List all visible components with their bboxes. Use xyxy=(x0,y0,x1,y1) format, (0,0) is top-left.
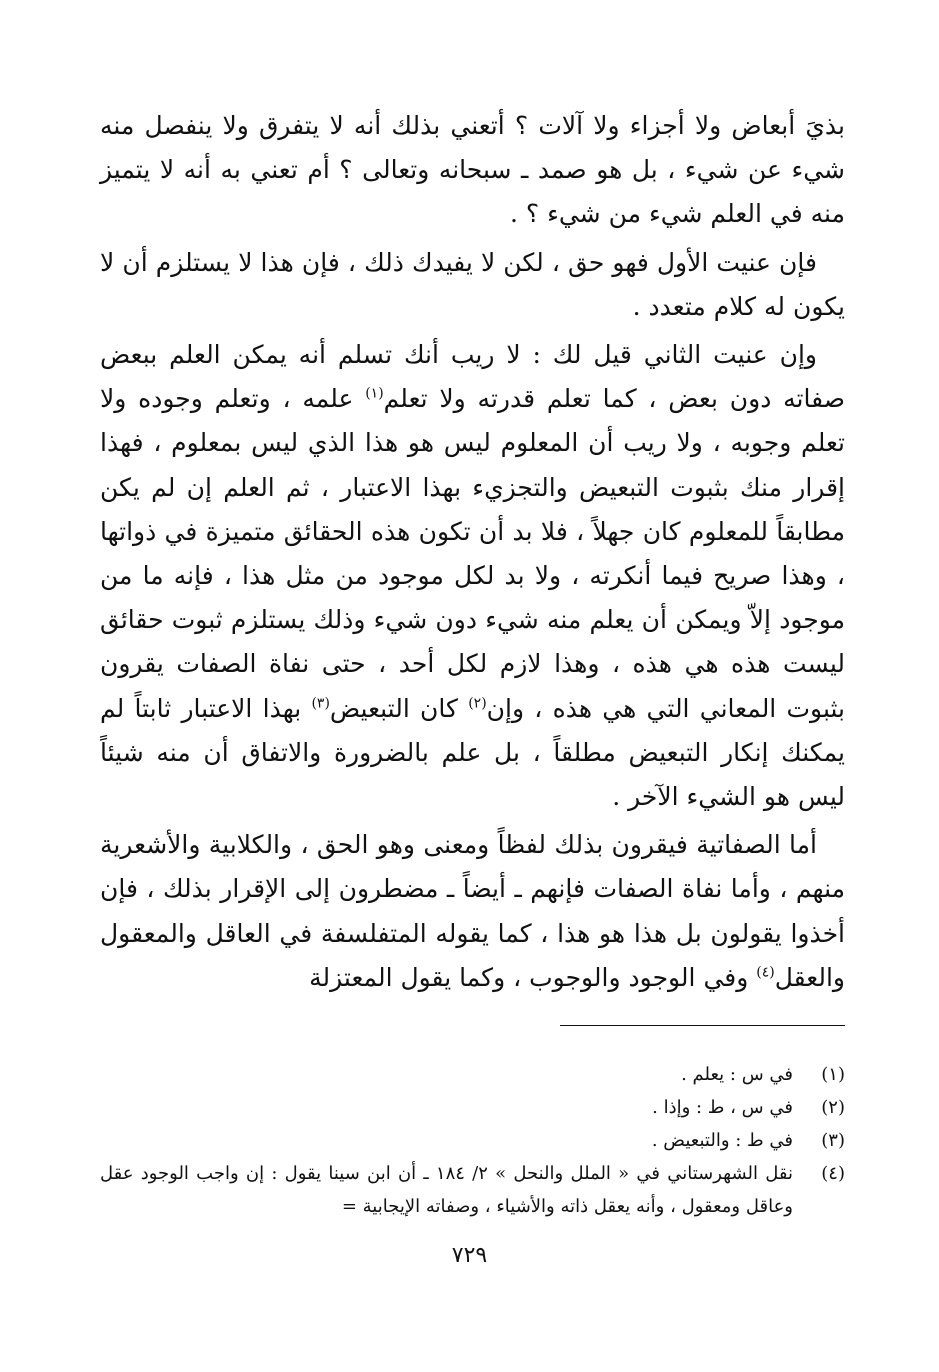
footnote-ref-1: (١) xyxy=(365,385,384,402)
footnote-ref-2: (٢) xyxy=(468,695,487,712)
footnote-4-text: نقل الشهرستاني في « الملل والنحل » ٢/ ١٨٤ ـ أن ابن سينا يقول : إن واجب الوجود عقل وعاقل ومعقول ، وأنه يعقل ذاته والأشياء ، وصفاته الإيجابية = xyxy=(100,1163,793,1217)
footnote-ref-4: (٤) xyxy=(756,964,775,981)
footnote-2-text: في س ، ط : وإذا . xyxy=(652,1097,793,1118)
paragraph-3-part-2: علمه ، وتعلم وجوده ولا تعلم وجوبه ، ولا ريب أن المعلوم ليس هو هذا الذي ليس بمعلوم ، فهذا إقرار منك بثبوت التبعيض والتجزيء بهذا الاعتبار ، ثم العلم إن لم يكن مطابقاً للمعلوم كان جهلاً ، فلا بد أن تكون هذه الحقائق متميزة في ذواتها ، وهذا صريح فيما أنكرته ، ولا بد لكل موجود من مثل هذا ، فإنه ما من موجود إلاّ ويمكن أن يعلم منه شيء دون شيء وذلك يستلزم ثبوت حقائق ليست هذه هي هذه ، وهذا لازم لكل أحد ، حتى نفاة الصفات يقرون بثبوت المعاني التي هي هذه ، وإن xyxy=(100,384,846,723)
footnote-3-number: (٣) xyxy=(821,1130,845,1151)
footnote-ref-3: (٣) xyxy=(311,695,330,712)
footnote-1 xyxy=(100,1058,845,1091)
paragraph-1: بذيَ أبعاض ولا أجزاء ولا آلات ؟ أتعني بذلك أنه لا يتفرق ولا ينفصل منه شيء عن شيء ، بل هو صمد ـ سبحانه وتعالى ؟ أم تعني به أنه لا يتميز منه في العلم شيء من شيء ؟ . xyxy=(100,111,845,229)
footnote-1-text: في س : يعلم . xyxy=(681,1064,793,1085)
footnote-1-number: (١) xyxy=(821,1064,845,1085)
footnote-2 xyxy=(100,1091,845,1124)
footnote-2-number: (٢) xyxy=(821,1097,845,1118)
main-text xyxy=(100,104,845,1000)
paragraph-3-part-3: كان التبعيض xyxy=(329,693,469,723)
footnotes xyxy=(100,1058,845,1223)
paragraph-3-part-1: وإن عنيت الثاني قيل لك : لا ريب أنك تسلم أنه يمكن العلم ببعض صفاته دون بعض ، كما تعلم قدرته ولا تعلم xyxy=(100,340,845,414)
footnote-3-text: في ط : والتبعيض . xyxy=(651,1130,793,1151)
page-number: ٧٢٩ xyxy=(451,1243,488,1268)
footnote-3 xyxy=(100,1124,845,1157)
paragraph-2: فإن عنيت الأول فهو حق ، لكن لا يفيدك ذلك ، فإن هذا لا يستلزم أن لا يكون له كلام متعدد . xyxy=(100,247,845,321)
paragraph-4 xyxy=(100,823,845,1000)
paragraph-4-part-2: وفي الوجود والوجوب ، وكما يقول المعتزلة xyxy=(309,962,757,992)
footnote-4-number: (٤) xyxy=(821,1163,845,1184)
footnote-4 xyxy=(100,1157,845,1223)
paragraph-3 xyxy=(100,333,845,819)
paragraph-4-part-1: أما الصفاتية فيقرون بذلك لفظاً ومعنى وهو الحق ، والكلابية والأشعرية منهم ، وأما نفاة الصفات فإنهم ـ أيضاً ـ مضطرون إلى الإقرار بذلك ، فإن أخذوا يقولون بل هذا هو هذا ، كما يقوله المتفلسفة في العاقل والمعقول والعقل xyxy=(100,830,845,992)
paragraph-3-part-4: بهذا الاعتبار ثابتاً لم يمكنك إنكار التبعيض مطلقاً ، بل علم بالضرورة والاتفاق أن منه شيئاً ليس هو الشيء الآخر . xyxy=(100,693,845,812)
footnote-separator xyxy=(560,1025,845,1026)
